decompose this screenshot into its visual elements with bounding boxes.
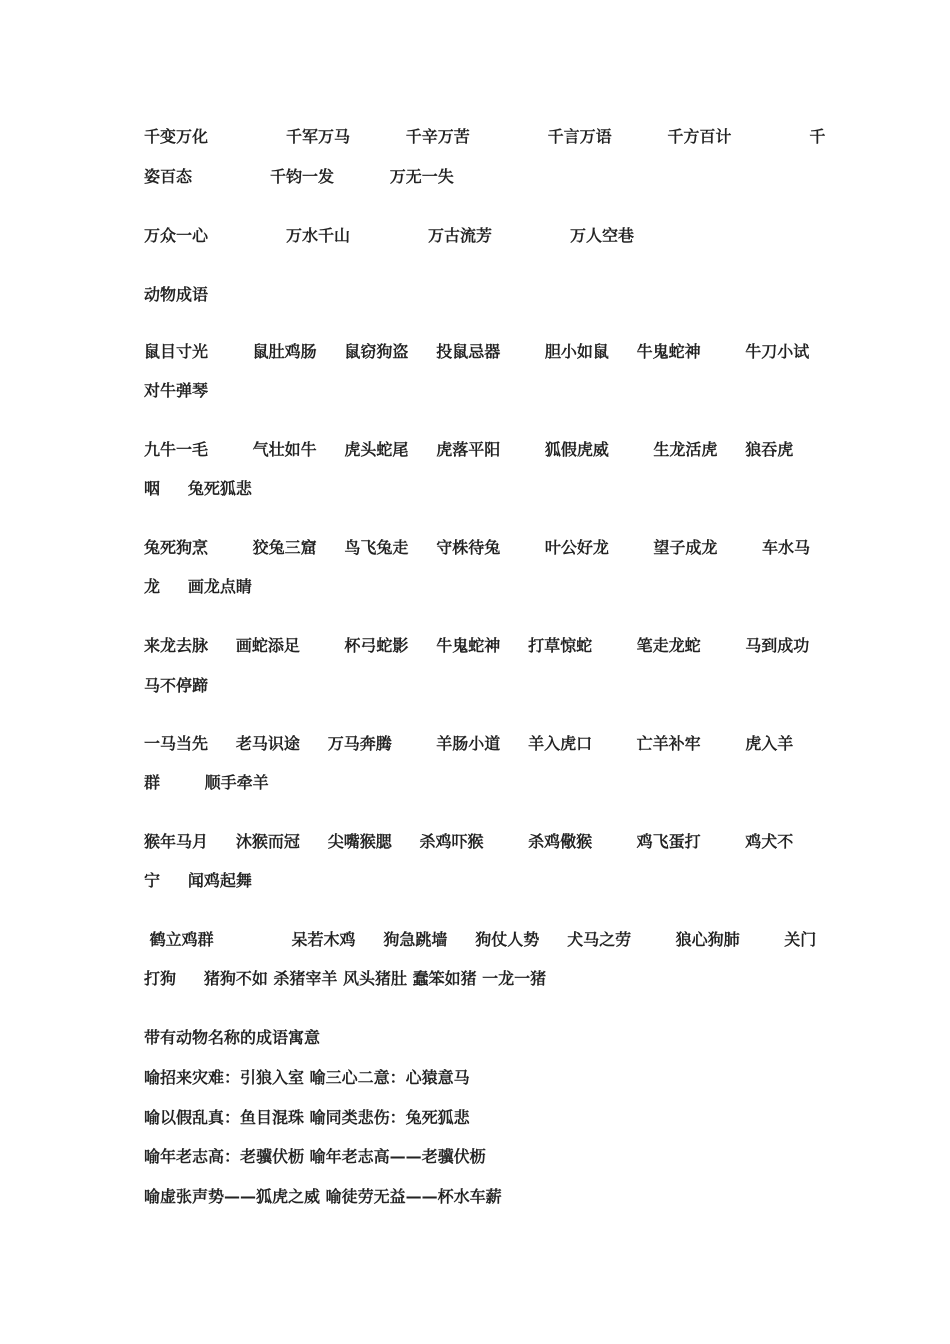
text-line: 姿百态 千钧一发 万无一失 [144, 167, 454, 186]
section-heading: 动物成语 [144, 285, 209, 304]
text-line: 九牛一毛 气壮如牛 虎头蛇尾 虎落平阳 狐假虎威 生龙活虎 狼吞虎 [144, 440, 794, 459]
text-line: 喻以假乱真：鱼目混珠 喻同类悲伤：兔死狐悲 [144, 1108, 470, 1127]
text-line: 对牛弹琴 [144, 381, 209, 400]
text-line: 喻虚张声势——狐虎之威 喻徒劳无益——杯水车薪 [144, 1187, 502, 1206]
text-line: 鹤立鸡群 呆若木鸡 狗急跳墙 狗仗人势 犬马之劳 狼心狗肺 关门 [144, 930, 817, 949]
text-line: 万众一心 万水千山 万古流芳 万人空巷 [144, 226, 634, 245]
text-line: 喻招来灾难：引狼入室 喻三心二意：心猿意马 [144, 1068, 470, 1087]
text-line: 猴年马月 沐猴而冠 尖嘴猴腮 杀鸡吓猴 杀鸡儆猴 鸡飞蛋打 鸡犬不 [144, 832, 794, 851]
text-line: 群 顺手牵羊 [144, 773, 269, 792]
text-line: 一马当先 老马识途 万马奔腾 羊肠小道 羊入虎口 亡羊补牢 虎入羊 [144, 734, 794, 753]
section-heading: 带有动物名称的成语寓意 [144, 1028, 321, 1047]
text-line: 鼠目寸光 鼠肚鸡肠 鼠窃狗盗 投鼠忌器 胆小如鼠 牛鬼蛇神 牛刀小试 [144, 342, 810, 361]
text-line: 兔死狗烹 狡兔三窟 鸟飞兔走 守株待兔 叶公好龙 望子成龙 车水马 [144, 538, 810, 557]
text-line: 喻年老志高：老骥伏枥 喻年老志高——老骥伏枥 [144, 1147, 486, 1166]
text-line: 咽 兔死狐悲 [144, 479, 252, 498]
text-line: 打狗 猪狗不如 杀猪宰羊 风头猪肚 蠢笨如猪 一龙一猪 [144, 969, 547, 988]
text-line: 千变万化 千军万马 千辛万苦 千言万语 千方百计 千 [144, 127, 826, 146]
text-line: 马不停蹄 [144, 676, 209, 695]
text-line: 宁 闻鸡起舞 [144, 871, 252, 890]
text-line: 龙 画龙点睛 [144, 577, 252, 596]
text-line: 来龙去脉 画蛇添足 杯弓蛇影 牛鬼蛇神 打草惊蛇 笔走龙蛇 马到成功 [144, 636, 810, 655]
